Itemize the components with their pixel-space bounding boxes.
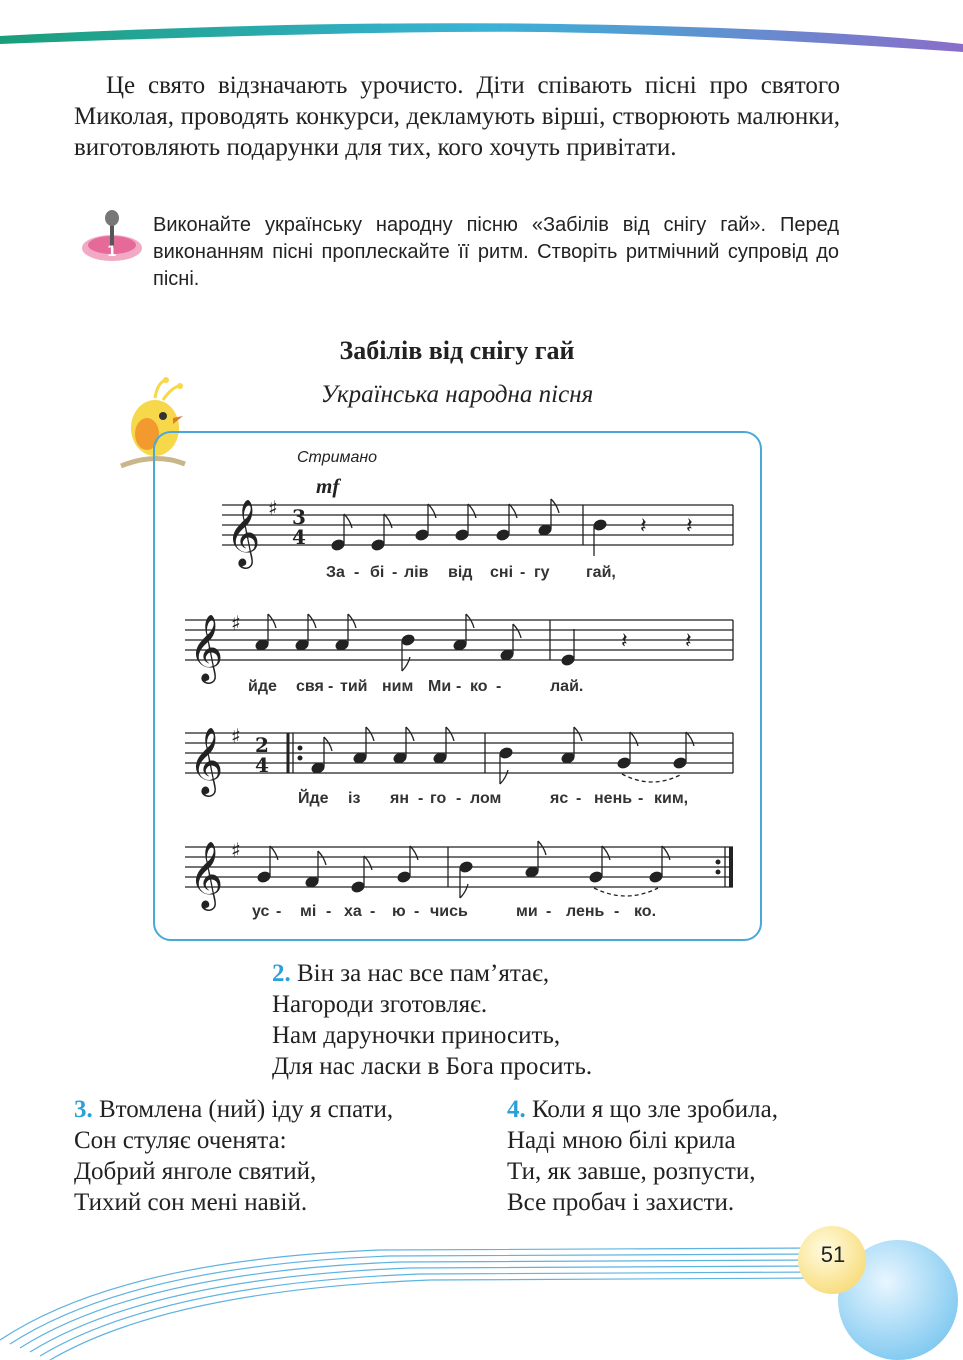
lyric-syllable: свя: [296, 678, 324, 695]
lyric-syllable: чись: [430, 903, 468, 920]
lyric-syllable: лом: [470, 790, 502, 807]
lyric-syllable: ус: [252, 903, 270, 920]
verse-line: Ти, як завше, розпусти,: [507, 1158, 756, 1185]
verse-line: Нам даруночки приносить,: [272, 1022, 561, 1049]
lyric-syllable: від: [448, 564, 473, 581]
lyric-syllable: ним: [382, 678, 414, 695]
lyric-syllable: Ми: [428, 678, 452, 695]
lyric-hyphen: -: [456, 678, 462, 695]
lyric-syllable: гай,: [586, 564, 616, 581]
svg-text:𝄽: 𝄽: [621, 629, 628, 654]
lyric-syllable: мі: [300, 903, 317, 920]
treble-clef-4: 𝄞: [189, 840, 224, 908]
lyric-hyphen: -: [328, 678, 334, 695]
task-instructions: Виконайте українську народну пісню «Забілів від снігу гай». Перед виконанням пісні проплескайте її ритм. Створіть ритмічний супровід до пісні.: [153, 214, 839, 290]
treble-clef-2: 𝄞: [189, 613, 224, 681]
intro-text: Це свято відзначають урочисто. Діти співають пісні про святого Миколая, проводять конкурси, декламують вірші, створюють малюнки, виготовляють подарунки для тих, кого хочуть привітати.: [74, 72, 840, 161]
lyric-hyphen: -: [496, 678, 502, 695]
lyric-syllable: ю: [392, 903, 406, 920]
lyric-syllable: ким,: [654, 790, 689, 807]
lyric-syllable: із: [348, 790, 361, 807]
time-sig-1-bottom: 4: [292, 525, 306, 549]
notes-staff-2: [255, 614, 575, 671]
lyric-syllable: гу: [534, 564, 550, 581]
lyric-hyphen: -: [546, 903, 552, 920]
svg-text:♯: ♯: [268, 496, 278, 520]
verse-line: Нагороди зготовляє.: [272, 991, 488, 1018]
verse-line: Для нас ласки в Бога просить.: [272, 1053, 593, 1080]
song-title: Забілів від снігу гай: [339, 336, 575, 365]
lyric-syllable: ян: [390, 790, 409, 807]
lyric-syllable: сні: [490, 564, 514, 581]
lyric-hyphen: -: [414, 903, 420, 920]
lyric-syllable: го: [430, 790, 447, 807]
lyric-syllable: Йде: [298, 790, 329, 807]
song-subtitle: Українська народна пісня: [320, 381, 594, 408]
lyric-hyphen: -: [576, 790, 582, 807]
treble-clef-3: 𝄞: [189, 726, 224, 794]
notes-staff-3: [311, 727, 694, 784]
verse-line: Тихий сон мені навій.: [74, 1189, 308, 1216]
lyric-syllable: лів: [404, 564, 429, 581]
lyric-syllable: лень: [566, 903, 605, 920]
verse-line: Добрий янголе святий,: [74, 1158, 317, 1185]
tempo-marking: Стримано: [297, 449, 378, 466]
svg-text:♯: ♯: [231, 611, 241, 635]
lyric-syllable: ко: [470, 678, 488, 695]
lyric-hyphen: -: [638, 790, 644, 807]
lyric-hyphen: -: [370, 903, 376, 920]
lyric-syllable: ха: [344, 903, 362, 920]
treble-clef-1: 𝄞: [226, 498, 261, 566]
verse-2: [272, 958, 592, 1082]
dynamic-marking: mf: [316, 474, 340, 498]
time-sig-2-bottom: 4: [255, 753, 269, 777]
verse-line: Втомлена (ний) іду я спати,: [99, 1096, 394, 1123]
time-sig-1-top: 3: [292, 505, 306, 529]
verse-line: Наді мною білі крила: [507, 1127, 736, 1154]
svg-text:𝄽: 𝄽: [685, 629, 692, 654]
verse-line: Все пробач і захисти.: [507, 1189, 735, 1216]
lyric-syllable: За: [326, 564, 345, 581]
lyric-syllable: тий: [340, 678, 368, 695]
svg-text:𝄽: 𝄽: [686, 514, 693, 539]
verse-number: 3.: [74, 1096, 93, 1123]
notes-staff-1: [331, 499, 607, 556]
lyric-syllable: йде: [248, 678, 277, 695]
verse-number: 2.: [272, 960, 291, 987]
lyric-hyphen: -: [276, 903, 282, 920]
lyric-hyphen: -: [326, 903, 332, 920]
lyric-hyphen: -: [392, 564, 398, 581]
time-sig-2-top: 2: [255, 733, 269, 757]
verse-line: Коли я що зле зробила,: [532, 1096, 778, 1123]
svg-text:𝄽: 𝄽: [640, 514, 647, 539]
bottom-decoration: [0, 1200, 963, 1360]
lyric-syllable: бі: [370, 564, 385, 581]
lyric-hyphen: -: [614, 903, 620, 920]
page-number: 51: [820, 1242, 846, 1267]
lyric-syllable: лай.: [550, 678, 584, 695]
lyric-hyphen: -: [456, 790, 462, 807]
lyric-syllable: нень: [594, 790, 633, 807]
verse-line: Він за нас все пам’ятає,: [297, 960, 550, 987]
svg-text:1: 1: [107, 244, 117, 260]
verse-line: Сон стуляє оченята:: [74, 1127, 287, 1154]
verse-number: 4.: [507, 1096, 526, 1123]
lyric-hyphen: -: [418, 790, 424, 807]
lyric-syllable: яс: [550, 790, 569, 807]
svg-text:♯: ♯: [231, 724, 241, 748]
lyric-hyphen: -: [520, 564, 526, 581]
lyric-syllable: ко.: [634, 903, 657, 920]
lyric-syllable: ми: [516, 903, 538, 920]
lyric-hyphen: -: [354, 564, 360, 581]
svg-text:♯: ♯: [231, 838, 241, 862]
notes-staff-4: [257, 841, 670, 898]
